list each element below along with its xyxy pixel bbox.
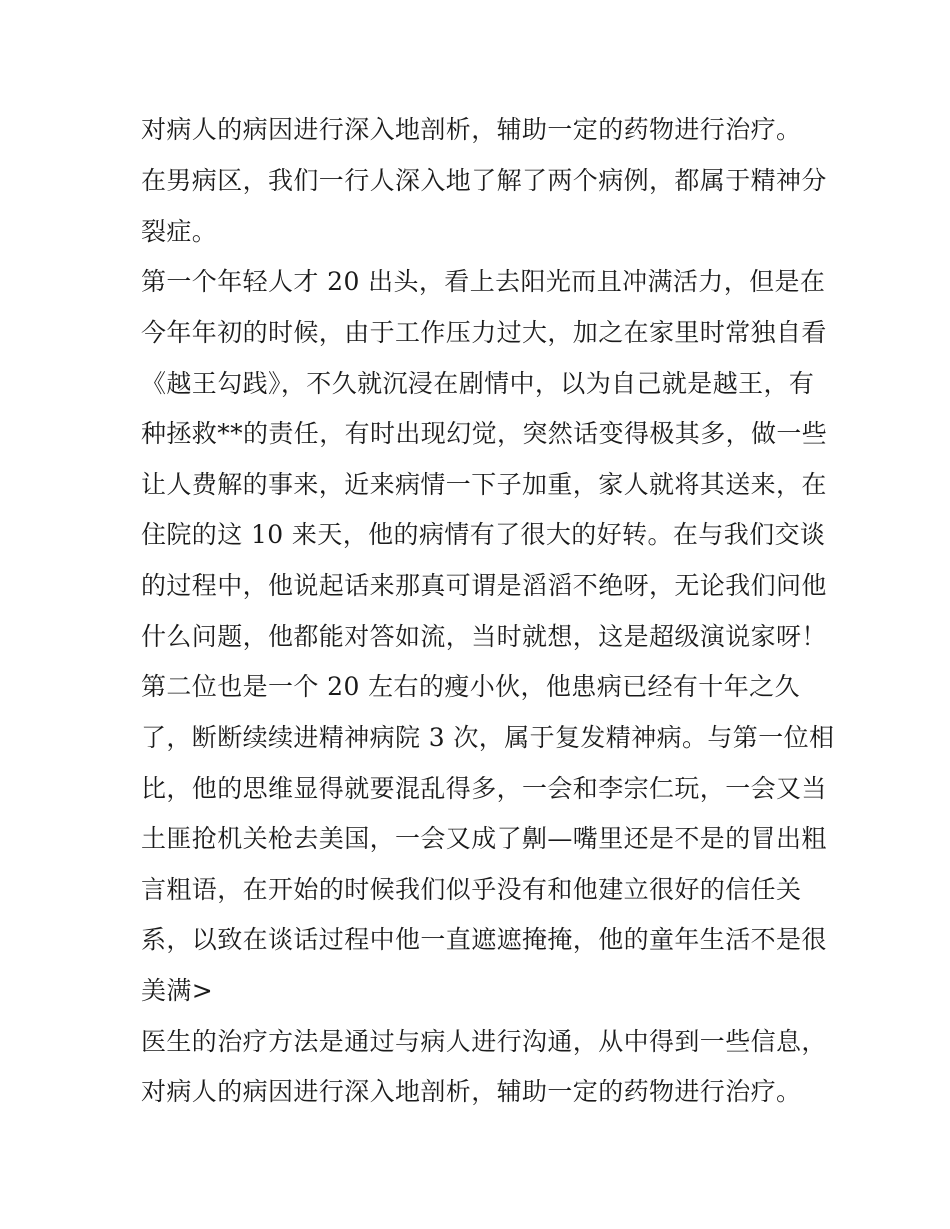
text-line: 什么问题，他都能对答如流，当时就想，这是超级演说家呀！ — [141, 622, 827, 651]
text-line: 《越王勾践》，不久就沉浸在剧情中，以为自己就是越王，有 — [141, 369, 815, 398]
text-line: 住院的这 10 来天，他的病情有了很大的好转。在与我们交谈 — [141, 520, 826, 549]
text-line: 土匪抢机关枪去美国，一会又成了劓—嘴里还是不是的冒出粗 — [141, 824, 827, 853]
text-line: 种拯救**的责任，有时出现幻觉，突然话变得极其多，做一些 — [141, 419, 828, 448]
text-line: 对病人的病因进行深入地剖析，辅助一定的药物进行治疗。 — [141, 115, 802, 144]
text-line: 让人费解的事来，近来病情一下子加重，家人就将其送来，在 — [141, 470, 827, 499]
text-line: 在男病区，我们一行人深入地了解了两个病例，都属于精神分 — [141, 166, 827, 195]
text-line: 比，他的思维显得就要混乱得多，一会和李宗仁玩，一会又当 — [141, 774, 827, 803]
text-line: 言粗语，在开始的时候我们似乎没有和他建立很好的信任关 — [141, 875, 802, 904]
text-line: 的过程中，他说起话来那真可谓是滔滔不绝呀，无论我们问他 — [141, 571, 827, 600]
text-line: 第一个年轻人才 20 出头，看上去阳光而且冲满活力，但是在 — [141, 267, 826, 296]
text-line: 美满> — [141, 976, 214, 1005]
text-line: 系，以致在谈话过程中他一直遮遮掩掩，他的童年生活不是很 — [141, 925, 827, 954]
text-line: 对病人的病因进行深入地剖析，辅助一定的药物进行治疗。 — [141, 1077, 802, 1106]
text-line: 了，断断续续进精神病院 3 次，属于复发精神病。与第一位相 — [141, 723, 835, 752]
text-line: 今年年初的时候，由于工作压力过大，加之在家里时常独自看 — [141, 318, 827, 347]
text-line: 医生的治疗方法是通过与病人进行沟通，从中得到一些信息， — [141, 1027, 827, 1056]
text-line: 裂症。 — [141, 217, 218, 246]
text-line: 第二位也是一个 20 左右的瘦小伙，他患病已经有十年之久 — [141, 672, 800, 701]
